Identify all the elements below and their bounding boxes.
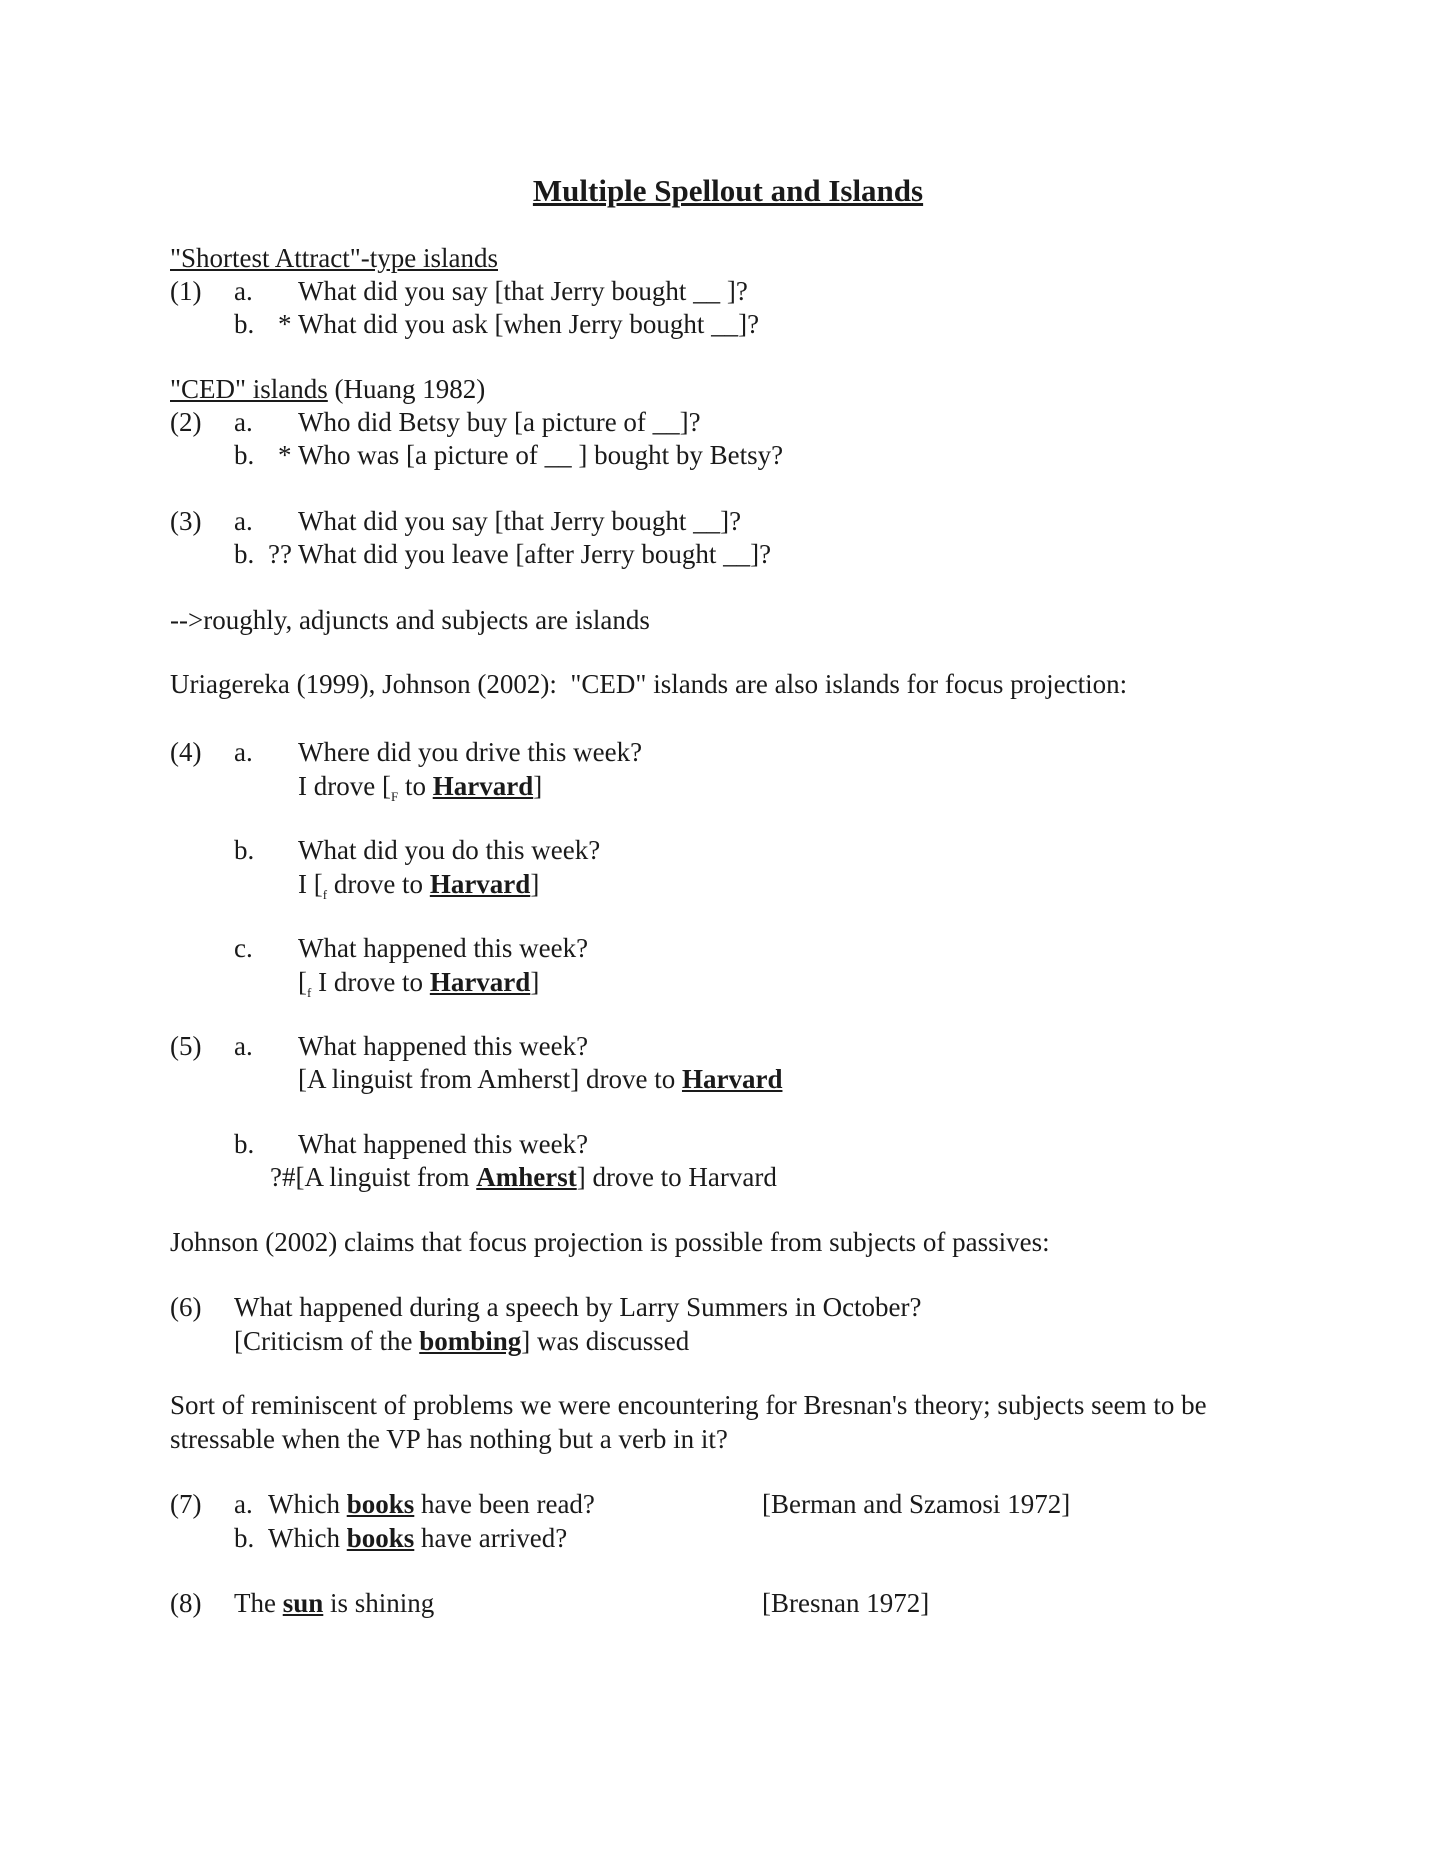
stressed-word: Amherst [476,1162,577,1192]
example-4b-answer [298,868,539,911]
note-bresnan-line-1: Sort of reminiscent of problems we were encountering for Bresnan's theory; subjects seem to be [170,1390,1207,1420]
answer-text: to [398,771,433,801]
sentence-text: is shining [323,1588,435,1618]
example-7b-text [268,1522,567,1554]
stressed-word: bombing [419,1326,522,1356]
example-1b-text: What did you ask [when Jerry bought __]? [298,309,760,339]
example-7b-label: b. [234,1523,255,1553]
stressed-word: sun [282,1588,324,1618]
example-4a-answer [298,770,542,813]
answer-text: [ [298,967,307,997]
note-bresnan-line-2: stressable when the VP has nothing but a verb in it? [170,1424,728,1454]
focus-subscript: F [390,789,399,804]
citation-bresnan: [Bresnan 1972] [762,1588,930,1618]
example-3b-text: What did you leave [after Jerry bought __]? [298,539,772,569]
citation-berman-szamosi: [Berman and Szamosi 1972] [762,1489,1071,1519]
sentence-text: have arrived? [414,1523,568,1553]
section-heading-shortest-attract: "Shortest Attract"-type islands [170,243,498,273]
example-5b-question: What happened this week? [298,1129,589,1159]
sentence-text: Which [268,1489,347,1519]
example-6-question: What happened during a speech by Larry Summers in October? [234,1292,922,1322]
example-5a-label: a. [234,1031,253,1061]
answer-text: ] drove to Harvard [576,1162,777,1192]
example-1b-label: b. [234,309,255,339]
answer-text: drove to [327,869,430,899]
answer-text: ?#[A linguist from [270,1162,477,1192]
example-4c-answer [298,966,539,1009]
example-1b-mark: * [278,309,292,339]
answer-text: ] [530,967,540,997]
sentence-text: have been read? [414,1489,595,1519]
example-4a-label: a. [234,737,253,767]
note-uriagereka: Uriagereka (1999), Johnson (2002): "CED" islands are also islands for focus projection: [170,669,1128,699]
note-roughly: -->roughly, adjuncts and subjects are islands [170,605,650,635]
example-7a-text [268,1488,595,1520]
section-heading-ced-underlined: "CED" islands [170,374,328,404]
example-5a-question: What happened this week? [298,1031,589,1061]
answer-text: [Criticism of the [234,1326,420,1356]
answer-text: [A linguist from Amherst] drove to [298,1064,682,1094]
sentence-text: The [234,1588,283,1618]
stressed-word: books [346,1523,415,1553]
section-heading-ced [170,373,485,405]
example-3a-text: What did you say [that Jerry bought __]? [298,506,742,536]
example-number-3: (3) [170,506,202,536]
example-number-2: (2) [170,407,202,437]
answer-text: I drove to [311,967,430,997]
focus-subscript: f [322,887,328,902]
example-5a-answer [298,1063,782,1095]
answer-text: I [ [298,869,323,899]
example-2a-text: Who did Betsy buy [a picture of __]? [298,407,701,437]
page-title: Multiple Spellout and Islands [532,173,924,208]
example-5b-label: b. [234,1129,255,1159]
example-4b-question: What did you do this week? [298,835,601,865]
example-2b-mark: * [278,440,292,470]
answer-text: ] [530,869,540,899]
stressed-word: Harvard [429,869,531,899]
note-johnson: Johnson (2002) claims that focus projection is possible from subjects of passives: [170,1227,1050,1257]
example-number-7: (7) [170,1489,202,1519]
example-number-4: (4) [170,737,202,767]
example-2b-label: b. [234,440,255,470]
example-1a-label: a. [234,276,253,306]
example-3b-label: b. [234,539,255,569]
example-number-6: (6) [170,1292,202,1322]
example-7a-label: a. [234,1489,253,1519]
stressed-word: books [346,1489,415,1519]
example-4c-label: c. [234,933,253,963]
sentence-text: Which [268,1523,347,1553]
answer-text: ] [533,771,543,801]
stressed-word: Harvard [681,1064,783,1094]
answer-text: ] was discussed [521,1326,690,1356]
example-2a-label: a. [234,407,253,437]
example-3a-label: a. [234,506,253,536]
example-1a-text: What did you say [that Jerry bought __ ]? [298,276,748,306]
answer-text: I drove [ [298,771,391,801]
stressed-word: Harvard [429,967,531,997]
example-number-5: (5) [170,1031,202,1061]
example-8-text [234,1587,434,1619]
example-4a-question: Where did you drive this week? [298,737,643,767]
example-3b-mark: ?? [268,539,292,569]
example-2b-text: Who was [a picture of __ ] bought by Betsy? [298,440,784,470]
example-number-1: (1) [170,276,202,306]
example-4c-question: What happened this week? [298,933,589,963]
section-heading-ced-citation: (Huang 1982) [327,374,486,404]
example-number-8: (8) [170,1588,202,1618]
example-6-answer [234,1325,689,1357]
focus-subscript: f [307,985,312,1000]
example-5b-answer [270,1161,777,1193]
example-4b-label: b. [234,835,255,865]
stressed-word: Harvard [432,771,534,801]
